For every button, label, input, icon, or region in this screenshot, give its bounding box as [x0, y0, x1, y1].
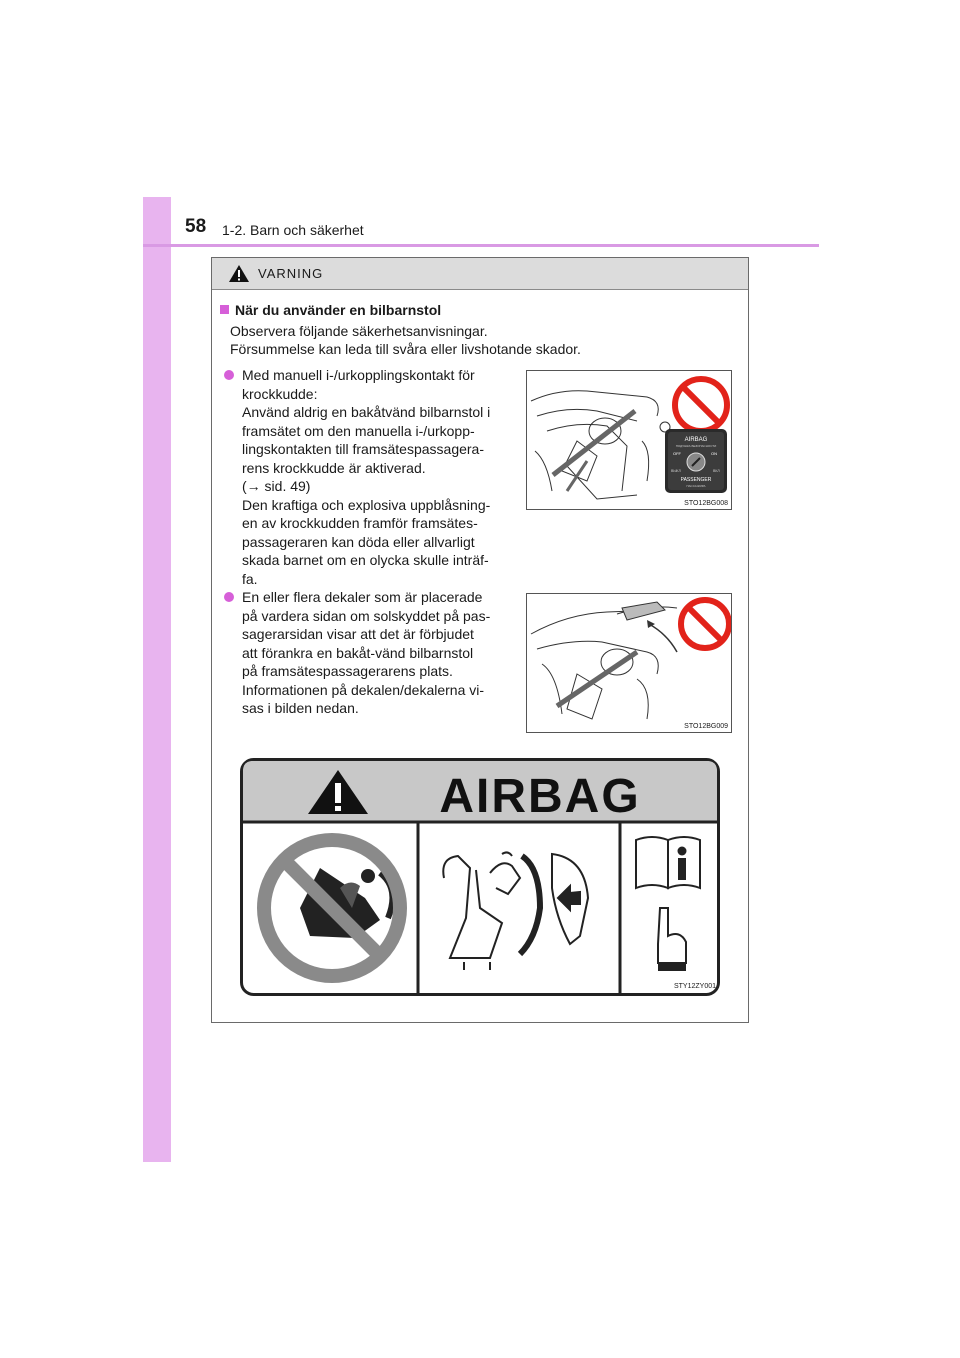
- bullet-2-line: Informationen på dekalen/dekalerna vi-: [242, 681, 485, 698]
- page-reference[interactable]: (→ sid. 49): [242, 478, 311, 494]
- bullet-1-line: Med manuell i-/urkopplingskontakt för: [242, 367, 475, 383]
- warning-heading: VARNING: [258, 266, 324, 281]
- section-heading: 1-2. Barn och säkerhet: [222, 222, 364, 238]
- figure-sun-visor-decal: [526, 593, 732, 733]
- square-bullet-icon: [220, 305, 229, 314]
- bullet-2-line: på vardera sidan om solskyddet på pas-: [242, 607, 491, 624]
- figure-caption: STY12ZY001: [673, 983, 716, 990]
- bullet-1-line: fa.: [242, 570, 258, 587]
- switch-passenger-label: PASSENGER: [680, 477, 712, 483]
- bullet-decal-info: [224, 588, 516, 718]
- side-color-band: [143, 197, 171, 1162]
- header-divider: [143, 244, 819, 247]
- warning-box: [211, 257, 749, 1023]
- bullet-1-line: Använd aldrig en bakåtvänd bilbarnstol i: [242, 404, 491, 420]
- switch-on-ru-label: ВКЛ: [713, 469, 720, 473]
- bullet-1-line: en av krockkudden framför framsätes-: [242, 515, 478, 531]
- warning-section-title: När du använder en bilbarnstol: [220, 302, 441, 318]
- bullet-1-line: framsätet om den manuella i-/urkopp-: [242, 422, 475, 439]
- bullet-2-line: sas i bilden nedan.: [242, 700, 359, 716]
- switch-label-overlay: [665, 429, 727, 493]
- bullet-2-line: på framsätespassagerarens plats.: [242, 663, 453, 679]
- bullet-2-line: att förankra en bakåt-vänd bilbarnstol: [242, 644, 474, 661]
- airbag-warning-label: [240, 758, 720, 996]
- bullet-1-line: rens krockkudde är aktiverad.: [242, 459, 426, 476]
- figure-caption: STO12BG009: [684, 723, 728, 730]
- bullet-2-line: En eller flera dekaler som är placerade: [242, 589, 483, 605]
- bullet-1-line: passageraren kan döda eller allvarligt: [242, 533, 475, 550]
- bullet-1-line: Den kraftiga och explosiva uppblåsning-: [242, 496, 491, 513]
- warning-header: [212, 258, 748, 290]
- bullet-1-line: krockkudde:: [242, 385, 318, 402]
- switch-on-label: ON: [711, 451, 717, 456]
- page-number: 58: [185, 216, 207, 237]
- switch-off-label: OFF: [673, 451, 681, 456]
- airbag-label-title: AIRBAG: [439, 770, 641, 823]
- round-bullet-icon: [224, 592, 234, 602]
- sun-visor-shape: [622, 602, 665, 620]
- intro-line-2: Försummelse kan leda till svåra eller livshotande skador.: [230, 341, 581, 357]
- switch-off-ru-label: ВЫКЛ: [671, 469, 681, 473]
- warning-triangle-icon: [228, 264, 250, 283]
- switch-subtitle: ПОДУШКА БЕЗОПАСНОСТИ: [675, 444, 717, 448]
- bullet-2-line: sagerarsidan visar att det är förbjudet: [242, 626, 474, 642]
- figure-caption: STO12BG008: [684, 500, 728, 507]
- switch-passenger-ru-label: ПАССАЖИРА: [686, 484, 706, 488]
- figure-rear-facing-seat-switch: [526, 370, 732, 510]
- bullet-1-line: lingskontakten till framsätespassagera-: [242, 441, 485, 457]
- switch-title: AIRBAG: [684, 437, 708, 443]
- intro-line-1: Observera följande säkerhetsanvisningar.: [230, 323, 488, 339]
- bullet-1-line: skada barnet om en olycka skulle inträf-: [242, 552, 489, 568]
- bullet-airbag-switch: [224, 366, 516, 588]
- sun-visor-illustration: [527, 594, 731, 732]
- airbag-label-graphic: [240, 758, 720, 996]
- round-bullet-icon: [224, 370, 234, 380]
